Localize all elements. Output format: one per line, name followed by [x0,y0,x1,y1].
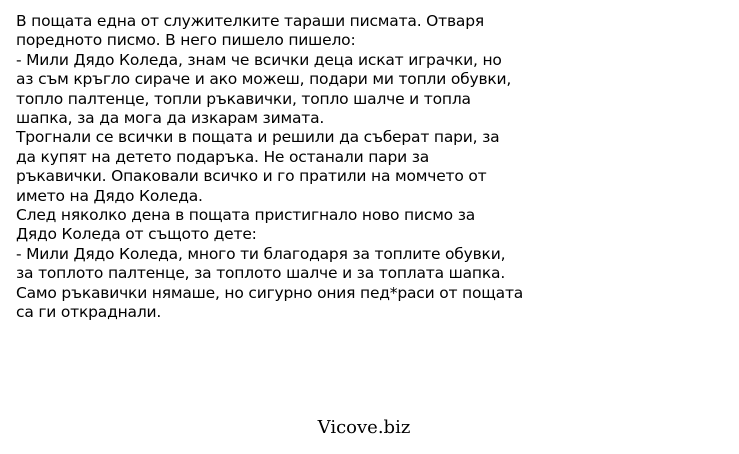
joke-line: името на Дядо Коледа. [16,186,203,205]
joke-line: шапка, за да мога да изкарам зимата. [16,109,325,128]
joke-line: В пощата една от служителките тараши писмата. Отваря [16,12,484,30]
joke-line: - Мили Дядо Коледа, знам че всички деца искат играчки, но [16,50,502,69]
joke-line: поредното писмо. В него пишело пишело: [16,31,356,50]
joke-text [16,12,716,323]
joke-line: Трогнали се всички в пощата и решили да съберат пари, за [16,128,500,147]
joke-line: топло палтенце, топли ръкавички, топло шалче и топла [16,89,471,108]
joke-line: да купят на детето подаръка. Не останали пари за [16,147,430,166]
joke-line: ръкавички. Опаковали всичко и го пратили на момчето от [16,167,487,186]
joke-line: са ги откраднали. [16,303,162,322]
site-footer: Vicove.biz [317,417,411,438]
joke-line: за топлото палтенце, за топлото шалче и за топлата шапка. [16,264,506,283]
joke-line: - Мили Дядо Коледа, много ти благодаря за топлите обувки, [16,244,506,263]
joke-line: След няколко дена в пощата пристигнало ново писмо за [16,206,476,225]
joke-line: Само ръкавички нямаше, но сигурно ония пед*раси от пощата [16,283,524,302]
joke-line: аз съм кръгло сираче и ако можеш, подари ми топли обувки, [16,70,512,89]
joke-line: Дядо Коледа от същото дете: [16,225,257,244]
